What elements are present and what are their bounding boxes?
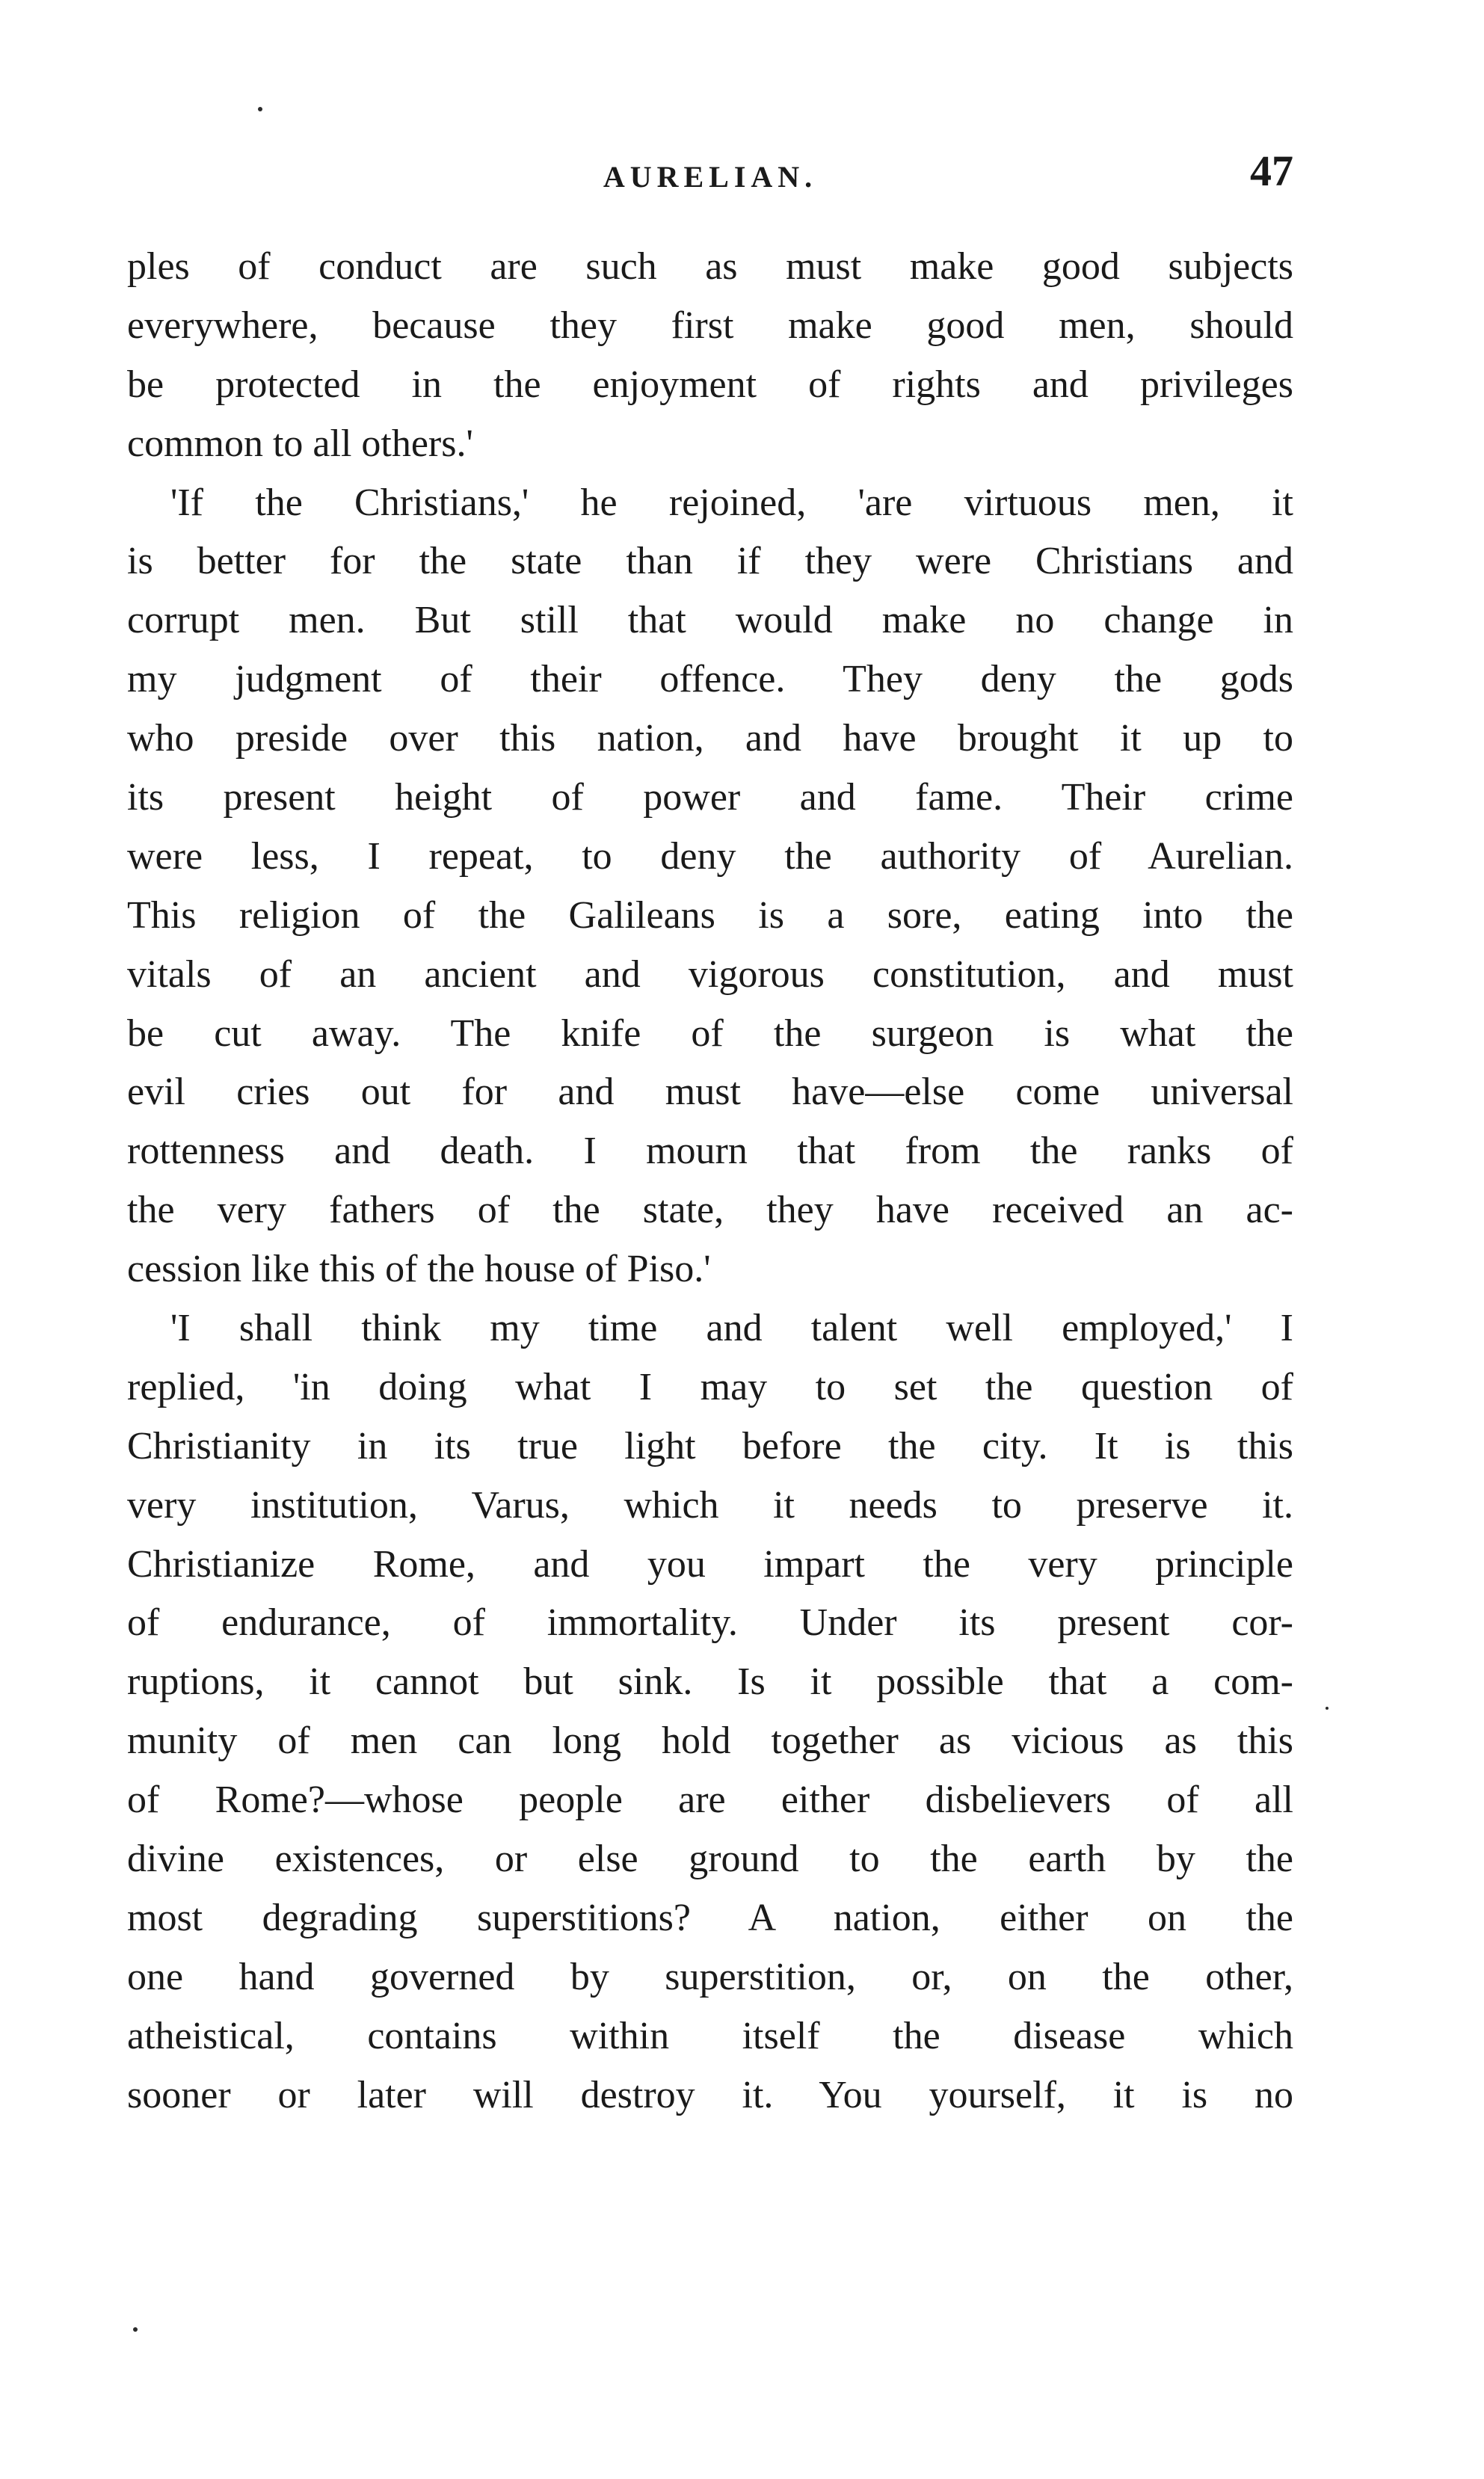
page-number: 47 — [1250, 147, 1293, 195]
text-line: This religion of the Galileans is a sore, eating into the — [127, 893, 1293, 937]
text-line: who preside over this nation, and have brought it up to — [127, 717, 1293, 760]
text-line: everywhere, because they first make good men, should — [127, 304, 1293, 347]
text-line: most degrading superstitions? A nation, either on the — [127, 1896, 1293, 1939]
text-line: Christianity in its true light before the city. It is this — [127, 1424, 1293, 1468]
text-line: is better for the state than if they were Christians and — [127, 540, 1293, 583]
text-line: of Rome?—whose people are either disbelievers of all — [127, 1779, 1293, 1822]
text-line: ruptions, it cannot but sink. Is it possible that a com- — [127, 1660, 1293, 1704]
text-line: atheistical, contains within itself the disease which — [127, 2014, 1293, 2057]
text-line: divine existences, or else ground to the earth by the — [127, 1838, 1293, 1881]
text-line: replied, 'in doing what I may to set the question of — [127, 1365, 1293, 1408]
text-line: common to all others.' — [127, 422, 473, 465]
text-line: very institution, Varus, which it needs to preserve it. — [127, 1483, 1293, 1527]
text-line: be protected in the enjoyment of rights and privileges — [127, 363, 1293, 406]
running-head: AURELIAN. — [603, 160, 818, 194]
text-line: evil cries out for and must have—else come universal — [127, 1071, 1293, 1114]
text-line: its present height of power and fame. Their crime — [127, 776, 1293, 819]
text-line: my judgment of their offence. They deny the gods — [127, 658, 1293, 701]
page-header — [127, 146, 1293, 206]
ink-speck — [258, 107, 262, 111]
text-line: cession like this of the house of Piso.' — [127, 1248, 711, 1291]
text-line: munity of men can long hold together as vicious as this — [127, 1719, 1293, 1763]
text-line: Christianize Rome, and you impart the very principle — [127, 1542, 1293, 1586]
body-text — [127, 238, 1293, 2125]
text-line: 'I shall think my time and talent well employed,' I — [170, 1307, 1293, 1350]
text-line: vitals of an ancient and vigorous constitution, and must — [127, 952, 1293, 996]
text-line: ples of conduct are such as must make good subjects — [127, 245, 1293, 288]
text-line: sooner or later will destroy it. You yourself, it is no — [127, 2073, 1293, 2116]
text-line: 'If the Christians,' he rejoined, 'are virtuous men, it — [170, 481, 1293, 524]
ink-speck — [133, 2327, 138, 2332]
ink-speck — [1326, 1707, 1328, 1710]
text-line: rottenness and death. I mourn that from the ranks of — [127, 1130, 1293, 1173]
text-line: corrupt men. But still that would make no change in — [127, 599, 1293, 642]
text-line: of endurance, of immortality. Under its present cor- — [127, 1601, 1293, 1645]
text-line: one hand governed by superstition, or, on the other, — [127, 1955, 1293, 1998]
text-line: be cut away. The knife of the surgeon is what the — [127, 1011, 1293, 1055]
text-line: were less, I repeat, to deny the authority of Aurelian. — [127, 834, 1293, 878]
text-line: the very fathers of the state, they have received an ac- — [127, 1189, 1293, 1232]
